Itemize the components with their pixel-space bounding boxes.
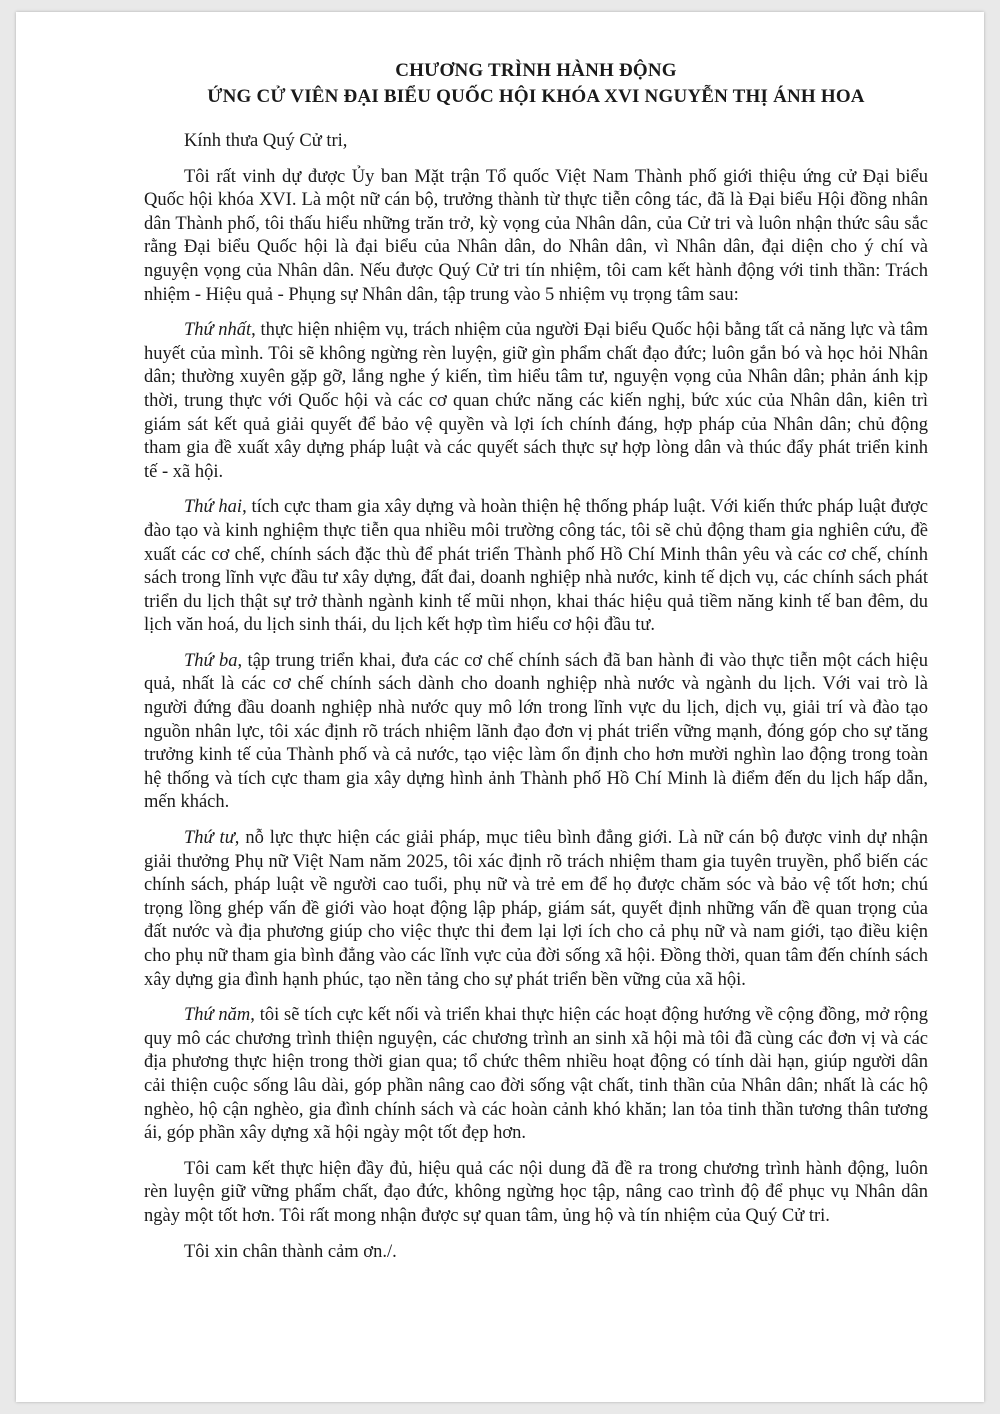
task-paragraph-1 — [144, 319, 928, 484]
closing-line: Tôi xin chân thành cảm ơn./. — [184, 1241, 397, 1262]
commitment-paragraph: Tôi cam kết thực hiện đầy đủ, hiệu quả các nội dung đã đề ra trong chương trình hành động, luôn rèn luyện giữ vững phẩm chất, đạo đức, không ngừng học tập, nâng cao trình độ để phục vụ Nhân dân ngày một tốt hơn. Tôi rất mong nhận được sự quan tâm, ủng hộ và tín nhiệm của Quý Cử tri. — [144, 1158, 928, 1226]
salutation: Kính thưa Quý Cử tri, — [184, 131, 348, 151]
task-paragraph-3 — [144, 650, 928, 815]
task-text-2: , tích cực tham gia xây dựng và hoàn thiện hệ thống pháp luật. Với kiến thức pháp luật được đào tạo và kinh nghiệm thực tiễn qua nhiều môi trường công tác, tôi sẽ chủ động tham gia nghiên cứu, đề xuất các cơ chế, chính sách đặc thù để phát triển Thành phố Hồ Chí Minh thân yêu và các cơ chế, chính sách trong lĩnh vực đầu tư xây dựng, đất đai, doanh nghiệp nhà nước, kinh tế dịch vụ, các chính sách phát triển du lịch thật sự trở thành ngành kinh tế mũi nhọn, khai thác hiệu quả tiềm năng kinh tế ban đêm, du lịch văn hoá, du lịch sinh thái, du lịch kết hợp tìm hiểu cơ hội đầu tư. — [144, 497, 928, 636]
task-text-3: , tập trung triển khai, đưa các cơ chế chính sách đã ban hành đi vào thực tiễn một cách hiệu quả, nhất là các cơ chế chính sách dành cho doanh nghiệp nhà nước và ngành du lịch. Với vai trò là người đứng đầu doanh nghiệp nhà nước quy mô lớn trong lĩnh vực du lịch, dịch vụ, giải trí và đào tạo nguồn nhân lực, tôi xác định rõ trách nhiệm lãnh đạo đơn vị phát triển vững mạnh, đóng góp cho sự tăng trưởng kinh tế của Thành phố và cả nước, tạo việc làm ổn định cho hơn mười nghìn lao động trong toàn hệ thống và tích cực tham gia xây dựng hình ảnh Thành phố Hồ Chí Minh là điểm đến du lịch hấp dẫn, mến khách. — [144, 650, 928, 813]
intro-paragraph: Tôi rất vinh dự được Ủy ban Mặt trận Tổ quốc Việt Nam Thành phố giới thiệu ứng cử Đại biểu Quốc hội khóa XVI. Là một nữ cán bộ, trưởng thành từ thực tiễn công tác, đã là Đại biểu Hội đồng nhân dân Thành phố, tôi thấu hiểu những trăn trở, kỳ vọng của Nhân dân, của Cử tri và luôn nhận thức sâu sắc rằng Đại biểu Quốc hội là đại biểu của Nhân dân, do Nhân dân, vì Nhân dân, đại diện cho ý chí và nguyện vọng của Nhân dân. Nếu được Quý Cử tri tín nhiệm, tôi cam kết hành động với tinh thần: Trách nhiệm - Hiệu quả - Phụng sự Nhân dân, tập trung vào 5 nhiệm vụ trọng tâm sau: — [144, 166, 928, 305]
title-line-1: CHƯƠNG TRÌNH HÀNH ĐỘNG — [395, 60, 677, 81]
document-title — [144, 58, 928, 110]
task-lead-1: Thứ nhất — [184, 320, 252, 341]
task-lead-2: Thứ hai — [184, 497, 243, 518]
task-text-4: , nỗ lực thực hiện các giải pháp, mục tiêu bình đẳng giới. Là nữ cán bộ được vinh dự nhận giải thưởng Phụ nữ Việt Nam năm 2025, tôi xác định rõ trách nhiệm tham gia tuyên truyền, phổ biến các chính sách, pháp luật về người cao tuổi, phụ nữ và trẻ em để họ được chăm sóc và bảo vệ tốt hơn; chú trọng lồng ghép vấn đề giới vào hoạt động lập pháp, giám sát, quyết định những vấn đề quan trọng của đất nước và địa phương giúp cho việc thực thi đem lại lợi ích cho cả phụ nữ và nam giới, tạo điều kiện cho phụ nữ tham gia bình đẳng vào các lĩnh vực của đời sống xã hội. Đồng thời, quan tâm đến chính sách xây dựng gia đình hạnh phúc, tạo nền tảng cho sự phát triển bền vững của xã hội. — [144, 828, 929, 990]
document-body — [144, 58, 928, 1276]
task-paragraph-4 — [144, 827, 928, 992]
task-paragraph-2 — [144, 496, 928, 638]
task-lead-4: Thứ tư — [184, 828, 235, 849]
title-line-2: ỨNG CỬ VIÊN ĐẠI BIỂU QUỐC HỘI KHÓA XVI NGUYỄN THỊ ÁNH HOA — [207, 86, 865, 107]
task-text-1: , thực hiện nhiệm vụ, trách nhiệm của người Đại biểu Quốc hội bằng tất cả năng lực và tâm huyết của mình. Tôi sẽ không ngừng rèn luyện, giữ gìn phẩm chất đạo đức; luôn gắn bó và học hỏi Nhân dân; thường xuyên gặp gỡ, lắng nghe ý kiến, tìm hiểu tâm tư, nguyện vọng của Nhân dân; phản ánh kịp thời, trung thực với Quốc hội và các cơ quan chức năng các kiến nghị, bức xúc của Nhân dân, kiên trì giám sát kết quả giải quyết để bảo vệ quyền và lợi ích chính đáng, hợp pháp của Nhân dân; chủ động tham gia đề xuất xây dựng pháp luật và các quyết sách thực sự hợp lòng dân và thúc đẩy phát triển kinh tế - xã hội. — [144, 320, 928, 482]
task-paragraph-5 — [144, 1004, 928, 1146]
task-text-5: , tôi sẽ tích cực kết nối và triển khai thực hiện các hoạt động hướng về cộng đồng, mở rộng quy mô các chương trình thiện nguyện, các chương trình an sinh xã hội mà tôi đã cùng các đơn vị và các địa phương thực hiện trong thời gian qua; tổ chức thêm nhiều hoạt động có tính dài hạn, giúp người dân cải thiện cuộc sống lâu dài, góp phần nâng cao đời sống vật chất, tinh thần của Nhân dân; nhất là các hộ nghèo, hộ cận nghèo, gia đình chính sách và các hoàn cảnh khó khăn; lan tỏa tinh thần tương thân tương ái, góp phần xây dựng xã hội ngày một tốt đẹp hơn. — [144, 1005, 928, 1144]
task-lead-5: Thứ năm — [184, 1005, 251, 1026]
document-page — [16, 12, 984, 1402]
task-lead-3: Thứ ba — [184, 650, 238, 671]
